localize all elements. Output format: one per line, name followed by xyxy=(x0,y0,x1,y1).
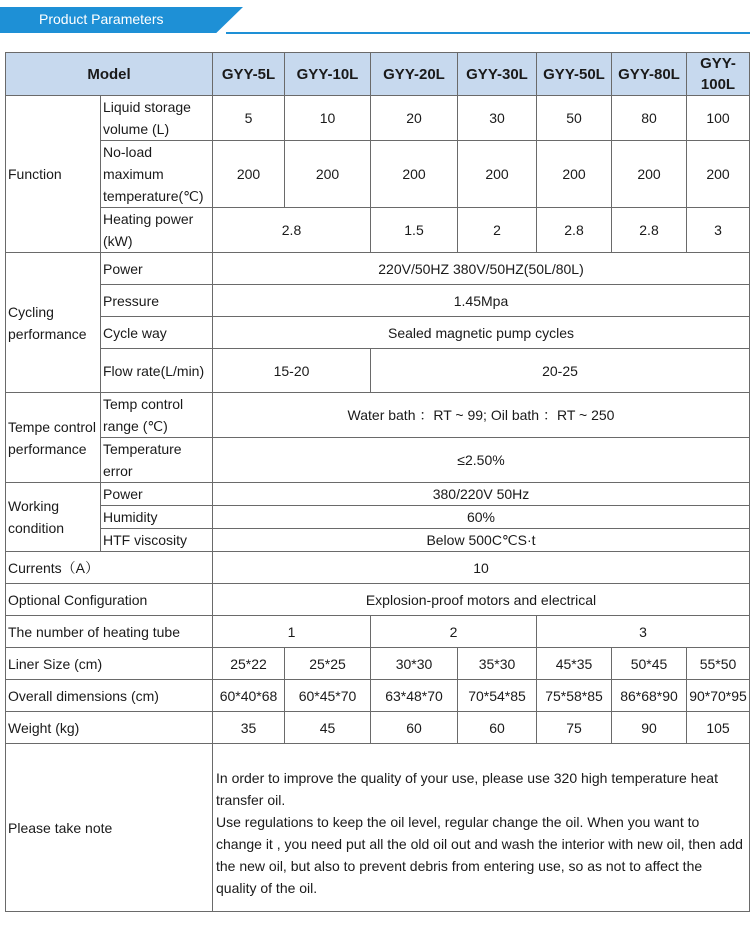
group-label: Tempe control performance xyxy=(6,393,101,483)
cell: 200 xyxy=(285,141,371,208)
row-label: Overall dimensions (cm) xyxy=(6,680,213,712)
row-label: Temp control range (℃) xyxy=(101,393,213,438)
cell: 30*30 xyxy=(371,648,458,680)
note-line: In order to improve the quality of your use, please use 320 high temperature heat transfer oil. xyxy=(216,770,718,808)
row-label: The number of heating tube xyxy=(6,616,213,648)
cell: 30 xyxy=(458,96,537,141)
table-row xyxy=(6,96,750,141)
cell: 200 xyxy=(458,141,537,208)
group-label: Working condition xyxy=(6,483,101,552)
model-header: GYY-80L xyxy=(612,53,687,96)
cell: 10 xyxy=(285,96,371,141)
cell: 10 xyxy=(213,552,750,584)
row-label: Currents（A） xyxy=(6,552,213,584)
cell: 80 xyxy=(612,96,687,141)
table-row xyxy=(6,349,750,393)
cell: 200 xyxy=(612,141,687,208)
cell: 45*35 xyxy=(537,648,612,680)
group-label: Cycling performance xyxy=(6,253,101,393)
cell: 86*68*90 xyxy=(612,680,687,712)
cell: 75*58*85 xyxy=(537,680,612,712)
model-header: GYY-5L xyxy=(213,53,285,96)
cell: 2.8 xyxy=(612,208,687,253)
cell: 25*22 xyxy=(213,648,285,680)
model-label: Model xyxy=(6,53,213,96)
cell: 60*40*68 xyxy=(213,680,285,712)
note-text xyxy=(213,744,750,912)
row-label: Power xyxy=(101,253,213,285)
cell: 70*54*85 xyxy=(458,680,537,712)
cell: 50 xyxy=(537,96,612,141)
cell: 200 xyxy=(537,141,612,208)
cell: 55*50 xyxy=(687,648,750,680)
cell: 2.8 xyxy=(537,208,612,253)
row-label: Humidity xyxy=(101,506,213,529)
model-header: GYY-10L xyxy=(285,53,371,96)
table-row xyxy=(6,529,750,552)
cell: 2 xyxy=(371,616,537,648)
note-line: Use regulations to keep the oil level, regular change the oil. When you want to change it , you need put all the old oil out and wash the interior with new oil, then add the new oil, but also to prevent debris from entering use, so as not to affect the quality of the oil. xyxy=(216,814,743,896)
parameters-table xyxy=(5,52,750,912)
table-row xyxy=(6,616,750,648)
row-label: Cycle way xyxy=(101,317,213,349)
row-label: Liquid storage volume (L) xyxy=(101,96,213,141)
table-row xyxy=(6,317,750,349)
table-row xyxy=(6,506,750,529)
cell: 200 xyxy=(687,141,750,208)
cell: 200 xyxy=(213,141,285,208)
cell: 100 xyxy=(687,96,750,141)
cell: 1.45Mpa xyxy=(213,285,750,317)
cell: 35*30 xyxy=(458,648,537,680)
table-row xyxy=(6,680,750,712)
table-row xyxy=(6,584,750,616)
row-label: Optional Configuration xyxy=(6,584,213,616)
cell: 2 xyxy=(458,208,537,253)
table-row xyxy=(6,253,750,285)
table-row xyxy=(6,285,750,317)
table-row xyxy=(6,648,750,680)
row-label: Weight (kg) xyxy=(6,712,213,744)
row-label: Temperature error xyxy=(101,438,213,483)
cell: 60*45*70 xyxy=(285,680,371,712)
cell: 63*48*70 xyxy=(371,680,458,712)
row-label: HTF viscosity xyxy=(101,529,213,552)
cell: 380/220V 50Hz xyxy=(213,483,750,506)
cell: 60% xyxy=(213,506,750,529)
header-row xyxy=(6,53,750,96)
cell: 3 xyxy=(537,616,750,648)
cell: 50*45 xyxy=(612,648,687,680)
row-label: Power xyxy=(101,483,213,506)
row-label: Flow rate(L/min) xyxy=(101,349,213,393)
model-header: GYY-30L xyxy=(458,53,537,96)
banner-title: Product Parameters xyxy=(39,11,164,27)
cell: Water bath ：RT ~ 99; Oil bath ：RT ~ 250 xyxy=(213,393,750,438)
cell: Sealed magnetic pump cycles xyxy=(213,317,750,349)
group-label: Function xyxy=(6,96,101,253)
table-row xyxy=(6,712,750,744)
cell: Explosion-proof motors and electrical xyxy=(213,584,750,616)
row-label: Heating power (kW) xyxy=(101,208,213,253)
row-label: Liner Size (cm) xyxy=(6,648,213,680)
cell: 90*70*95 xyxy=(687,680,750,712)
section-banner xyxy=(0,0,750,40)
cell: 20 xyxy=(371,96,458,141)
cell: 20-25 xyxy=(371,349,750,393)
banner-underline xyxy=(226,32,750,34)
model-header: GYY-50L xyxy=(537,53,612,96)
cell: 60 xyxy=(458,712,537,744)
table-row xyxy=(6,208,750,253)
table-row xyxy=(6,438,750,483)
cell: 90 xyxy=(612,712,687,744)
row-label: No-load maximum temperature(℃) xyxy=(101,141,213,208)
note-label: Please take note xyxy=(6,744,213,912)
table-row xyxy=(6,393,750,438)
cell: 105 xyxy=(687,712,750,744)
row-label: Pressure xyxy=(101,285,213,317)
cell: ≤2.50% xyxy=(213,438,750,483)
model-header: GYY-100L xyxy=(687,53,750,96)
cell: 25*25 xyxy=(285,648,371,680)
model-header: GYY-20L xyxy=(371,53,458,96)
cell: 1 xyxy=(213,616,371,648)
cell: 60 xyxy=(371,712,458,744)
cell: 220V/50HZ 380V/50HZ(50L/80L) xyxy=(213,253,750,285)
cell: 35 xyxy=(213,712,285,744)
cell: 75 xyxy=(537,712,612,744)
cell: 15-20 xyxy=(213,349,371,393)
cell: Below 500C℃S·t xyxy=(213,529,750,552)
cell: 45 xyxy=(285,712,371,744)
table-row xyxy=(6,141,750,208)
cell: 3 xyxy=(687,208,750,253)
table-row xyxy=(6,483,750,506)
cell: 5 xyxy=(213,96,285,141)
note-row xyxy=(6,744,750,912)
table-row xyxy=(6,552,750,584)
cell: 1.5 xyxy=(371,208,458,253)
cell: 2.8 xyxy=(213,208,371,253)
cell: 200 xyxy=(371,141,458,208)
